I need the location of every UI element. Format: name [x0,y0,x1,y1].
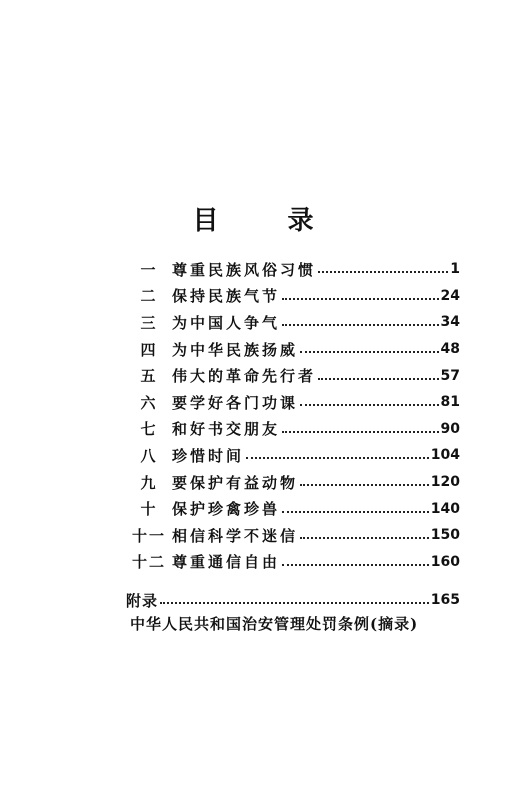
leader-dots [282,511,429,513]
chapter-title: 为中华民族扬威 [172,340,299,359]
chapter-number: 十 [140,500,158,519]
chapter-title: 保护珍禽珍兽 [172,500,281,519]
page-number: 90 [440,420,460,437]
leader-dots [282,564,429,566]
chapter-number: 六 [140,393,158,412]
leader-dots [160,602,429,604]
page-number: 104 [430,447,460,464]
toc-entry [130,442,460,469]
page-number: 150 [430,527,460,544]
chapter-number: 二 [140,287,158,306]
leader-dots [246,457,429,459]
leader-dots [300,484,429,486]
chapter-title: 保持民族气节 [172,287,281,306]
toc-entry [130,549,460,576]
toc-entry [130,469,460,496]
chapter-number: 十二 [131,553,166,572]
leader-dots [300,537,429,539]
page-number: 120 [430,474,460,491]
toc-entry [130,283,460,310]
chapter-title: 相信科学不迷信 [172,526,299,545]
toc-entry [130,256,460,283]
leader-dots [282,431,439,433]
chapter-number: 八 [140,446,158,465]
page-number: 160 [430,553,460,570]
chapter-number: 九 [140,473,158,492]
table-of-contents [130,256,460,575]
leader-dots [318,378,439,380]
leader-dots [300,404,439,406]
page-number: 34 [440,314,460,331]
appendix-subtitle: 中华人民共和国治安管理处罚条例(摘录) [130,615,419,633]
chapter-number: 三 [140,313,158,332]
chapter-number: 五 [140,367,158,386]
chapter-title: 珍惜时间 [172,446,245,465]
page-number: 48 [440,341,460,358]
leader-dots [282,324,439,326]
toc-entry [130,336,460,363]
chapter-number: 十一 [131,526,166,545]
chapter-number: 四 [140,340,158,359]
leader-dots [282,298,439,300]
toc-entry [130,309,460,336]
toc-entry [130,416,460,443]
appendix-label: 附录 [126,591,159,610]
page-number: 24 [440,287,460,304]
toc-entry [130,362,460,389]
page-number: 57 [440,367,460,384]
page-number: 81 [440,394,460,411]
chapter-title: 伟大的革命先行者 [172,367,317,386]
chapter-title: 为中国人争气 [172,313,281,332]
leader-dots [318,271,448,273]
toc-entry [130,495,460,522]
toc-entry [130,522,460,549]
leader-dots [300,351,439,353]
page-number: 140 [430,500,460,517]
appendix-entry [126,588,460,612]
chapter-title: 和好书交朋友 [172,420,281,439]
chapter-title: 要学好各门功课 [172,393,299,412]
chapter-title: 尊重通信自由 [172,553,281,572]
chapter-title: 要保护有益动物 [172,473,299,492]
chapter-number: 一 [140,260,158,279]
chapter-title: 尊重民族风俗习惯 [172,260,317,279]
toc-entry [130,389,460,416]
chapter-number: 七 [140,420,158,439]
appendix-page-number: 165 [430,592,460,608]
page-number: 1 [450,261,460,278]
page-title: 目 录 [192,206,344,236]
